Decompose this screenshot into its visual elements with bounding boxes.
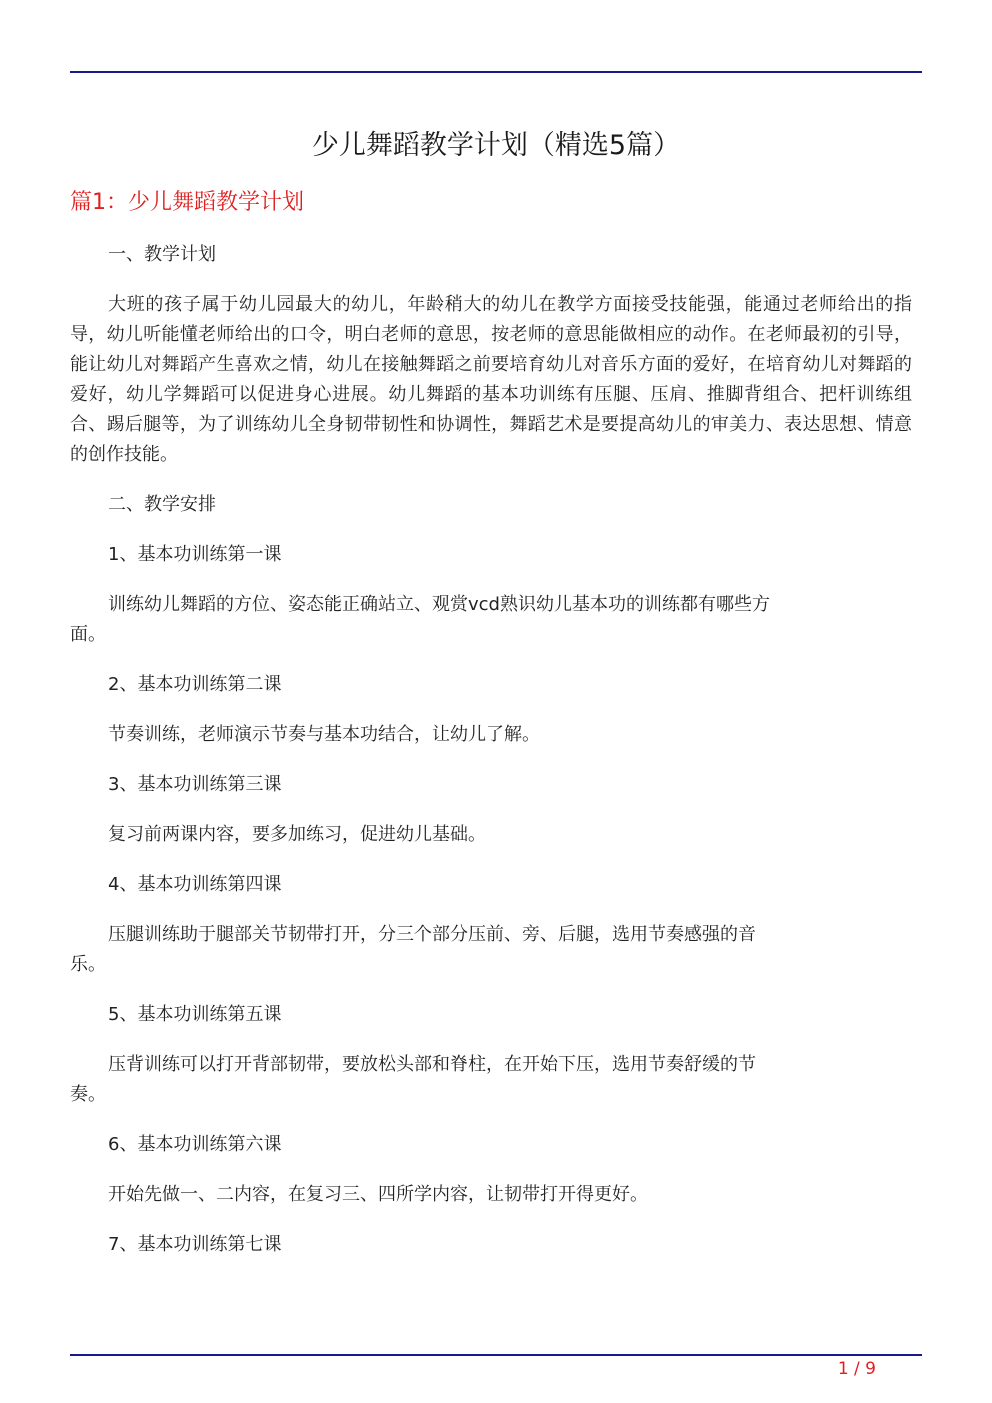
lesson-7-heading: 7、基本功训练第七课 [108,1234,282,1255]
lesson-2-heading: 2、基本功训练第二课 [108,674,282,695]
document-body [70,240,912,1280]
lesson-1-heading: 1、基本功训练第一课 [108,544,282,565]
lesson-5-heading: 5、基本功训练第五课 [108,1004,282,1025]
lesson-2-text: 节奏训练，老师演示节奏与基本功结合，让幼儿了解。 [108,724,540,745]
intro-paragraph: 大班的孩子属于幼儿园最大的幼儿，年龄稍大的幼儿在教学方面接受技能强，能通过老师给出的指导，幼儿听能懂老师给出的口令，明白老师的意思，按老师的意思能做相应的动作。在老师最初的引导，能让幼儿对舞蹈产生喜欢之情，幼儿在接触舞蹈之前要培育幼儿对音乐方面的爱好，在培育幼儿对舞蹈的爱好，幼儿学舞蹈可以促进身心进展。幼儿舞蹈的基本功训练有压腿、压肩、推脚背组合、把杆训练组合、踢后腿等，为了训练幼儿全身韧带韧性和协调性，舞蹈艺术是要提高幼儿的审美力、表达思想、情意的创作技能。 [70,294,912,465]
lesson-3-text: 复习前两课内容，要多加练习，促进幼儿基础。 [108,824,486,845]
section-heading: 篇1：少儿舞蹈教学计划 [70,190,304,215]
lesson-5-text: 压背训练可以打开背部韧带，要放松头部和脊柱，在开始下压，选用节奏舒缓的节奏。 [70,1054,756,1105]
lesson-4-heading: 4、基本功训练第四课 [108,874,282,895]
page-number: 1 / 9 [837,1359,876,1379]
lesson-4-text: 压腿训练助于腿部关节韧带打开，分三个部分压前、旁、后腿，选用节奏感强的音乐。 [70,924,756,975]
lesson-3-heading: 3、基本功训练第三课 [108,774,282,795]
header-rule [70,71,922,73]
lesson-6-heading: 6、基本功训练第六课 [108,1134,282,1155]
lesson-6-text: 开始先做一、二内容，在复习三、四所学内容，让韧带打开得更好。 [108,1184,648,1205]
subheading-teaching-arrangement: 二、教学安排 [108,494,216,515]
lesson-1-text: 训练幼儿舞蹈的方位、姿态能正确站立、观赏vcd熟识幼儿基本功的训练都有哪些方面。 [70,594,770,645]
footer-rule [70,1354,922,1356]
subheading-teaching-plan: 一、教学计划 [108,244,216,265]
document-title: 少儿舞蹈教学计划（精选5篇） [311,130,681,161]
